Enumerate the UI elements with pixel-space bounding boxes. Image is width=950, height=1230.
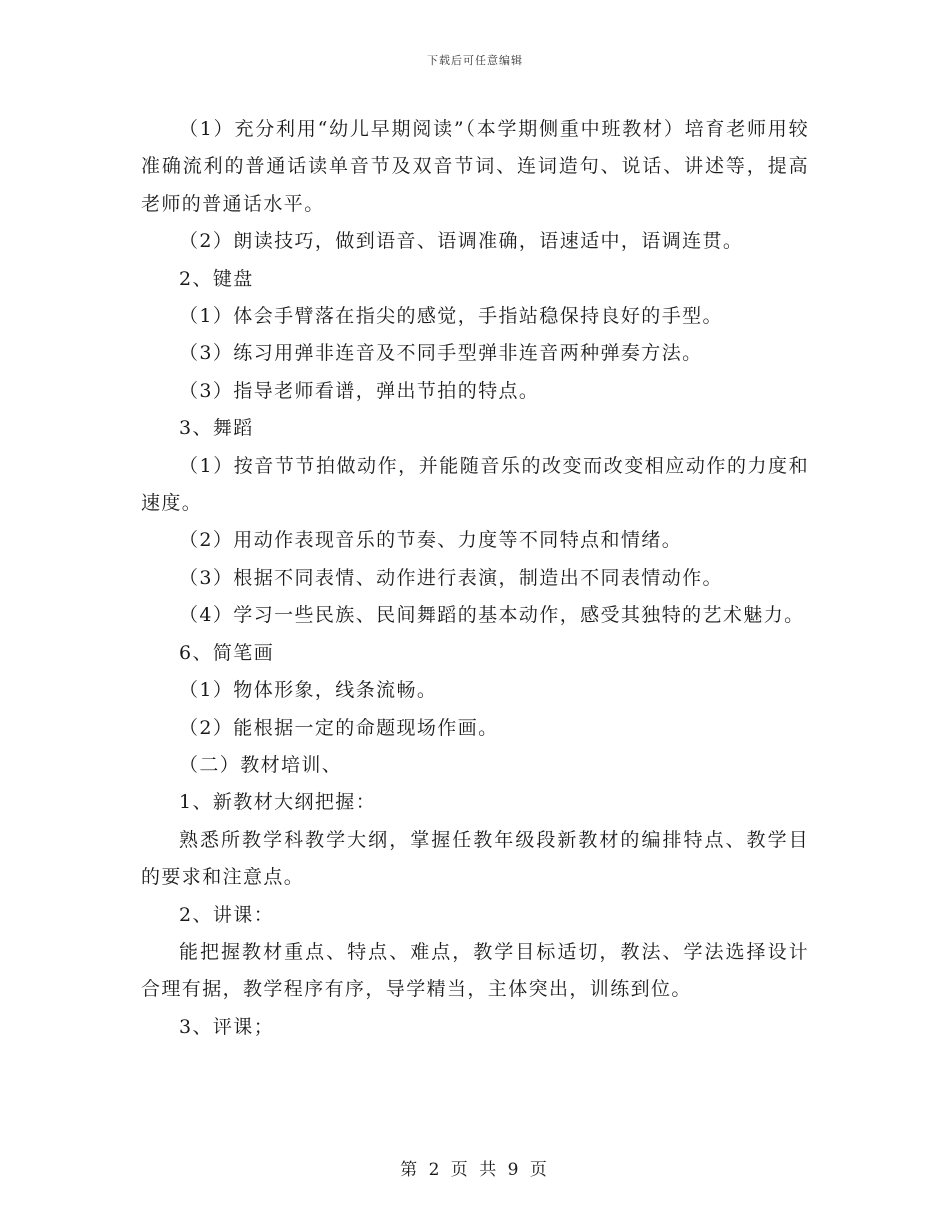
paragraph: （3）指导老师看谱，弹出节拍的特点。 xyxy=(179,379,540,402)
paragraph: （2）朗读技巧，做到语音、语调准确，语速适中，语调连贯。 xyxy=(179,230,744,253)
paragraph: （2）用动作表现音乐的节奏、力度等不同特点和情绪。 xyxy=(179,529,683,552)
paragraph: （1）物体形象，线条流畅。 xyxy=(179,679,438,702)
page-number-footer: 第 2 页 共 9 页 xyxy=(400,1160,550,1180)
section-heading: 6、简笔画 xyxy=(179,641,275,664)
section-heading: 3、舞蹈 xyxy=(179,417,254,440)
paragraph: （2）能根据一定的命题现场作画。 xyxy=(179,716,499,739)
paragraph: （3）练习用弹非连音及不同手型弹非连音两种弹奏方法。 xyxy=(179,342,703,365)
section-heading: （二）教材培训、 xyxy=(179,753,343,776)
document-body xyxy=(141,111,809,1046)
section-heading: 3、评课； xyxy=(179,1015,275,1038)
paragraph: （1）按音节节拍做动作，并能随音乐的改变而改变相应动作的力度和速度。 xyxy=(141,454,809,515)
paragraph: （1）充分利用“幼儿早期阅读”（本学期侧重中班教材）培育老师用较准确流利的普通话读单音节及双音节词、连词造句、说话、讲述等，提高老师的普通话水平。 xyxy=(141,118,809,215)
section-heading: 2、讲课： xyxy=(179,903,275,926)
section-heading: 1、新教材大纲把握： xyxy=(179,791,377,814)
page-header: 下载后可任意编辑 xyxy=(427,54,523,67)
paragraph: （3）根据不同表情、动作进行表演，制造出不同表情动作。 xyxy=(179,566,723,589)
paragraph: 熟悉所教学科教学大纲，掌握任教年级段新教材的编排特点、教学目的要求和注意点。 xyxy=(141,828,809,889)
section-heading: 2、键盘 xyxy=(179,267,254,290)
paragraph: （4）学习一些民族、民间舞蹈的基本动作，感受其独特的艺术魅力。 xyxy=(179,604,805,627)
paragraph: 能把握教材重点、特点、难点，教学目标适切，教法、学法选择设计合理有据，教学程序有序，导学精当，主体突出，训练到位。 xyxy=(141,940,809,1001)
paragraph: （1）体会手臂落在指尖的感觉，手指站稳保持良好的手型。 xyxy=(179,305,723,328)
